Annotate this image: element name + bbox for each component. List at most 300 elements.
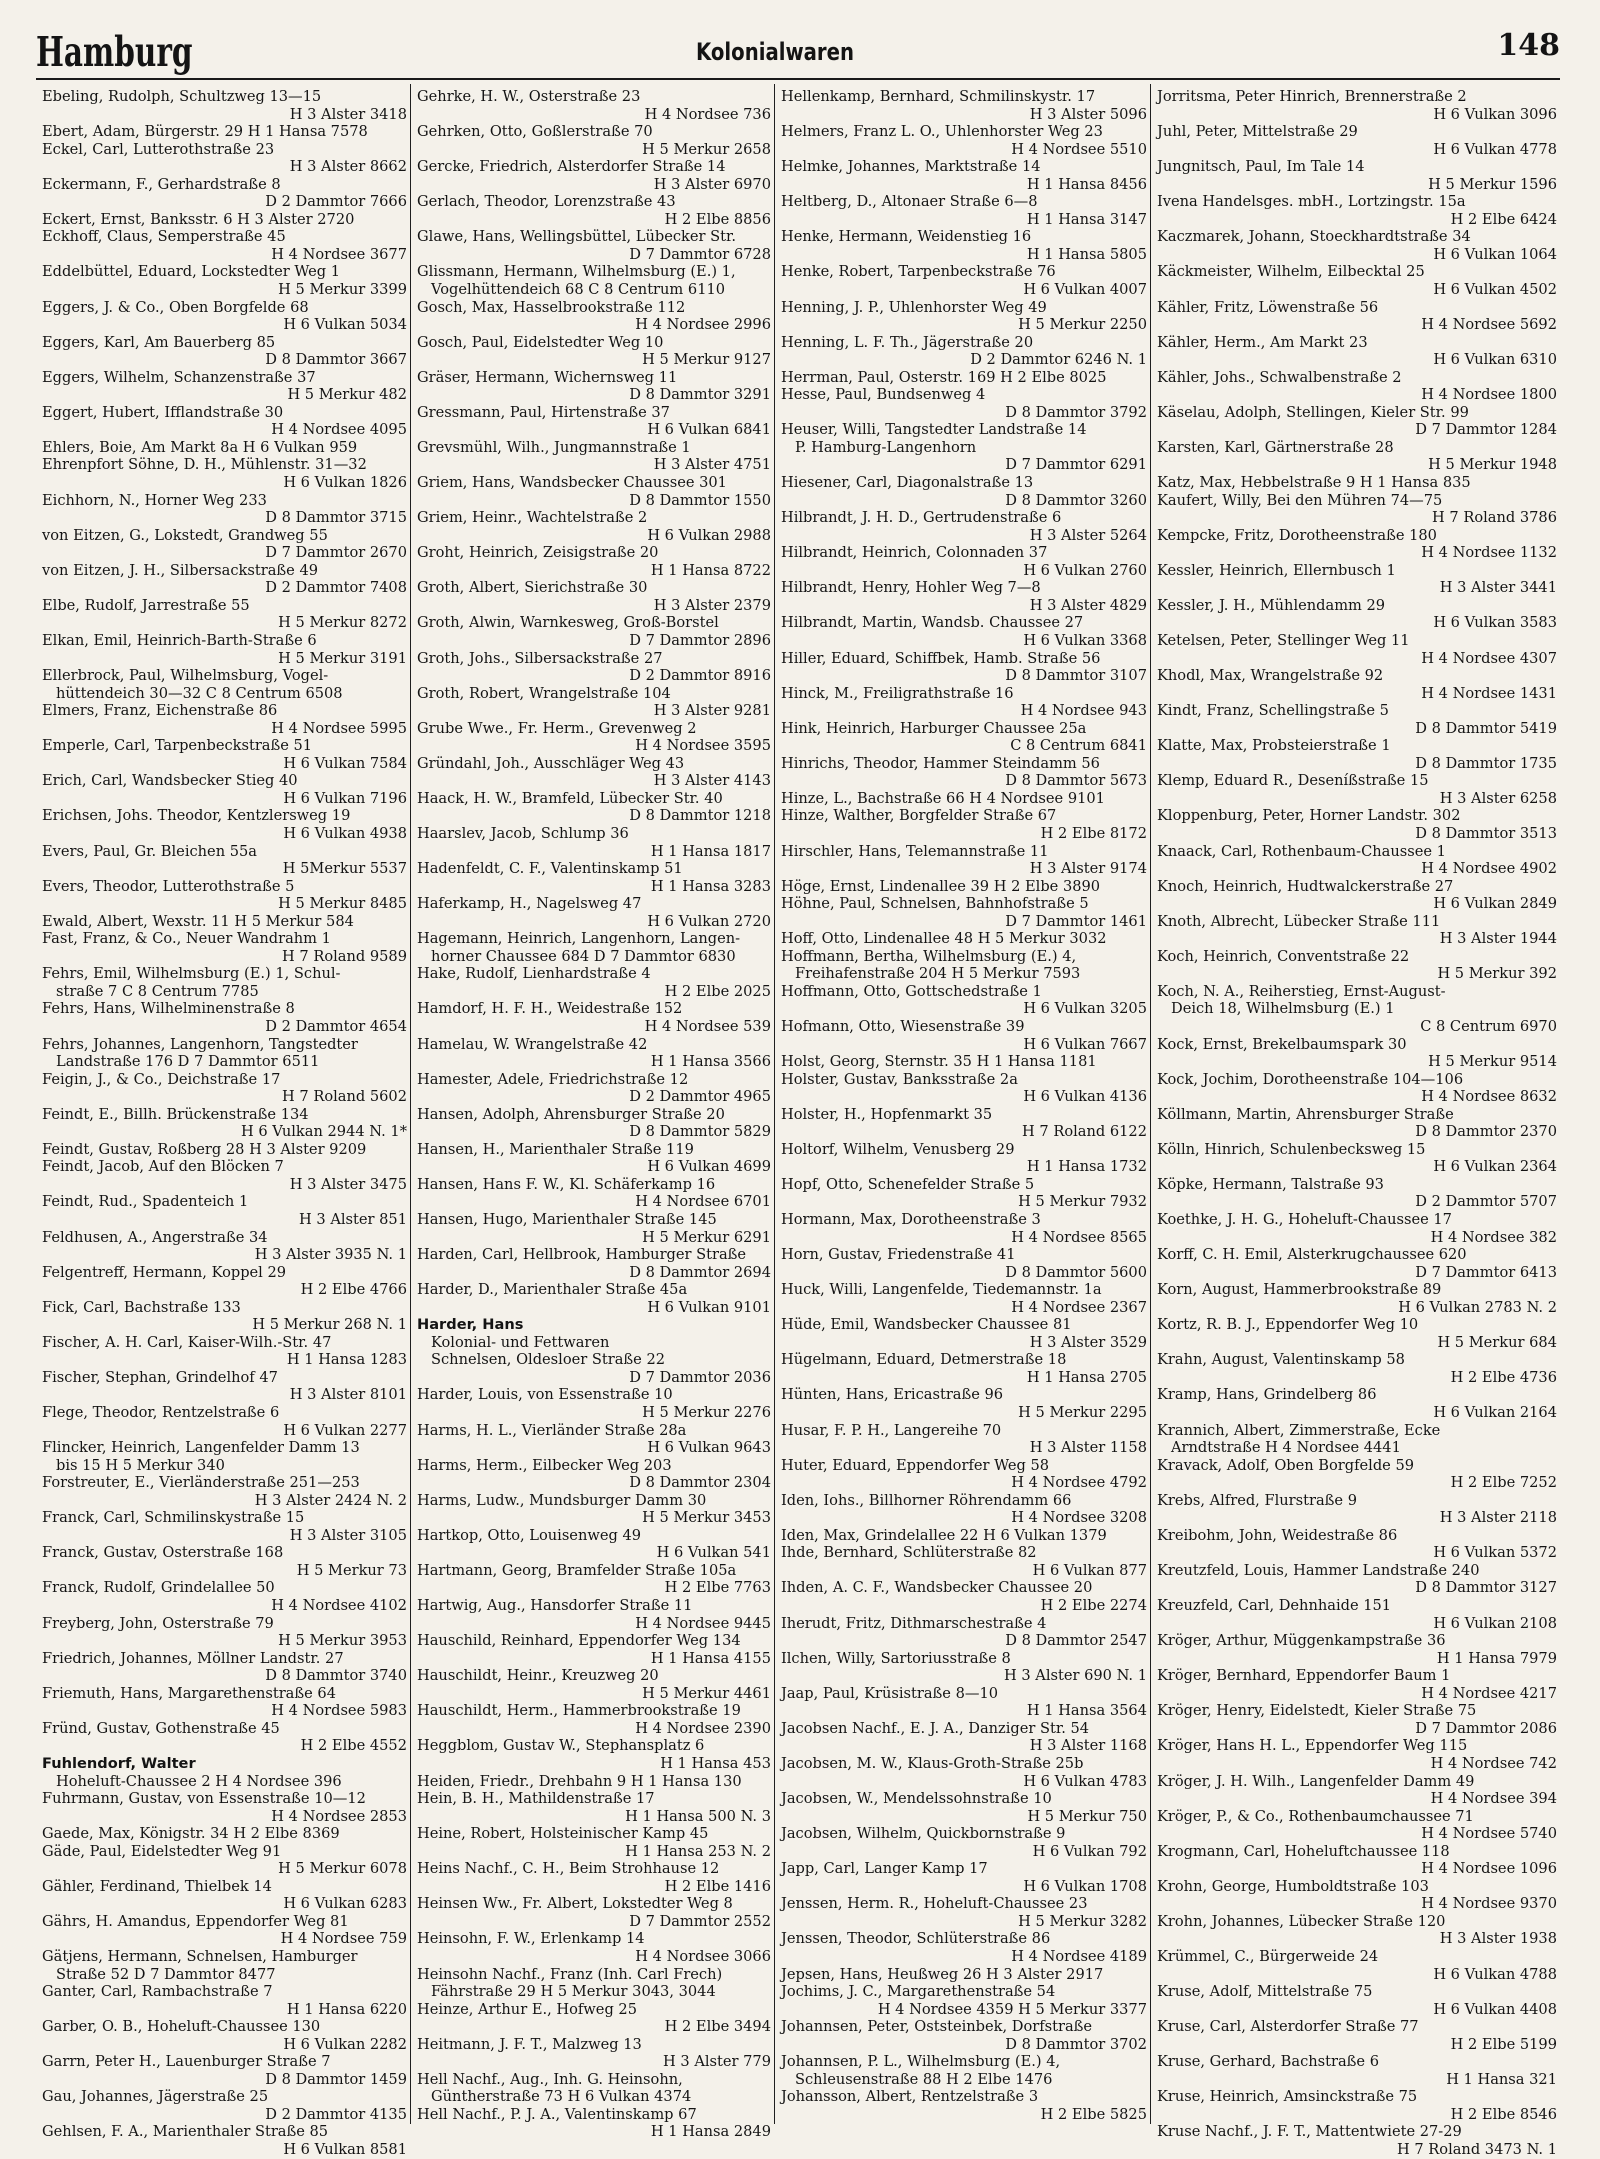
directory-entry (781, 1544, 1147, 1579)
directory-entry (417, 579, 771, 614)
entry-line: Hiesener, Carl, Diagonalstraße 13 (781, 474, 1034, 492)
entry-line: Kindt, Franz, Schellingstraße 5 (1157, 702, 1389, 720)
entry-phone: D 2 Dammtor 7666 (265, 193, 407, 211)
entry-line: Kröger, J. H. Wilh., Langenfelder Damm 49 (1157, 1772, 1475, 1790)
directory-entry (42, 1071, 407, 1106)
entry-line: Eckhoff, Claus, Semperstraße 45 (42, 228, 286, 246)
directory-entry (417, 1176, 771, 1211)
entry-phone: H 4 Nordsee 394 (1430, 1790, 1557, 1808)
directory-entry (1157, 1808, 1557, 1843)
entry-phone: C 8 Centrum 6970 (1420, 1017, 1557, 1035)
directory-entry (42, 1369, 407, 1404)
entry-line: Kortz, R. B. J., Eppendorfer Weg 10 (1157, 1316, 1419, 1334)
directory-entry (781, 1386, 1147, 1421)
directory-entry (42, 930, 407, 965)
entry-line: Gährs, H. Amandus, Eppendorfer Weg 81 (42, 1912, 349, 1930)
entry-line: Krümmel, C., Bürgerweide 24 (1157, 1947, 1379, 1965)
directory-entry (417, 685, 771, 720)
entry-line: Kröger, P., & Co., Rothenbaumchaussee 71 (1157, 1807, 1474, 1825)
entry-line: Eggert, Hubert, Ifflandstraße 30 (42, 403, 284, 421)
entry-line: Garber, O. B., Hoheluft-Chaussee 130 (42, 2018, 321, 2036)
directory-entry (417, 1825, 771, 1860)
entry-phone: D 8 Dammtor 1218 (629, 807, 771, 825)
directory-entry (781, 544, 1147, 579)
entry-phone: H 2 Elbe 7252 (1450, 1474, 1557, 1492)
entry-phone: D 8 Dammtor 3260 (1005, 491, 1147, 509)
entry-phone: H 4 Nordsee 2996 (635, 316, 771, 334)
entry-line: Kaczmarek, Johann, Stoeckhardtstraße 34 (1157, 228, 1471, 246)
entry-line: Kruse Nachf., J. F. T., Mattentwiete 27-29 (1157, 2123, 1462, 2141)
entry-line: Emperle, Carl, Tarpenbeckstraße 51 (42, 737, 313, 755)
directory-entry (42, 597, 407, 632)
directory-entry (42, 807, 407, 842)
entry-line: Heltberg, D., Altonaer Straße 6—8 (781, 193, 1038, 211)
entry-phone: H 3 Alster 3935 N. 1 (254, 1246, 407, 1264)
directory-entry (417, 404, 771, 439)
entry-phone: D 8 Dammtor 2547 (1005, 1632, 1147, 1650)
entry-phone: D 7 Dammtor 6413 (1415, 1263, 1557, 1281)
entry-line: Elkan, Emil, Heinrich-Barth-Straße 6 (42, 631, 317, 649)
entry-line: Ihde, Bernhard, Schlüterstraße 82 (781, 1544, 1037, 1562)
entry-line: Groht, Heinrich, Zeisigstraße 20 (417, 544, 659, 562)
entry-line: Gehrke, H. W., Osterstraße 23 (417, 88, 641, 105)
directory-entry (417, 123, 771, 158)
directory-entry (781, 1895, 1147, 1930)
entry-phone: H 6 Vulkan 541 (656, 1544, 771, 1562)
entry-phone: H 3 Alster 6258 (1439, 789, 1557, 807)
entry-line: Eckermann, F., Gerhardstraße 8 (42, 175, 281, 193)
entry-phone: D 8 Dammtor 3792 (1005, 403, 1147, 421)
directory-entry (417, 2106, 771, 2141)
entry-phone: H 3 Alster 2118 (1439, 1509, 1557, 1527)
directory-entry (417, 1860, 771, 1895)
directory-entry (417, 755, 771, 790)
directory-column-2 (410, 84, 774, 2141)
directory-entry (1157, 702, 1557, 737)
directory-entry (42, 456, 407, 491)
entry-line: Erichsen, Johs. Theodor, Kentzlersweg 19 (42, 807, 351, 825)
directory-entry (417, 1895, 771, 1930)
entry-phone: H 5 Merkur 4461 (642, 1684, 771, 1702)
entry-line: Iherudt, Fritz, Dithmarschestraße 4 (781, 1614, 1047, 1632)
directory-entry (42, 1439, 407, 1474)
directory-entry (781, 1650, 1147, 1685)
entry-line: Hesse, Paul, Bundsenweg 4 (781, 386, 986, 404)
entry-phone: H 6 Vulkan 6310 (1433, 351, 1557, 369)
entry-line: Hamdorf, H. F. H., Weidestraße 152 (417, 1000, 683, 1018)
entry-line: Koch, N. A., Reiherstieg, Ernst-August- (1157, 982, 1446, 1000)
directory-entry (1157, 562, 1557, 597)
entry-phone: D 8 Dammtor 5673 (1005, 772, 1147, 790)
entry-line: Krannich, Albert, Zimmerstraße, Ecke (1157, 1421, 1441, 1439)
directory-entry (42, 1615, 407, 1650)
directory-entry (417, 1281, 771, 1316)
directory-entry (1157, 1562, 1557, 1597)
entry-line: Kröger, Hans H. L., Eppendorfer Weg 115 (1157, 1737, 1468, 1755)
entry-phone: H 2 Elbe 3494 (664, 2018, 771, 2036)
directory-entry (417, 2001, 771, 2036)
directory-entry (42, 439, 407, 457)
directory-entry (1157, 193, 1557, 228)
entry-phone: H 4 Nordsee 8565 (1011, 1228, 1147, 1246)
entry-line: Freihafenstraße 204 H 5 Merkur 7593 (795, 965, 1081, 983)
directory-entry (417, 720, 771, 755)
directory-entry (781, 2088, 1147, 2123)
entry-line: Kreutzfeld, Louis, Hammer Landstraße 240 (1157, 1561, 1480, 1579)
entry-phone: H 5 Merkur 9127 (642, 351, 771, 369)
directory-entry (781, 1141, 1147, 1176)
directory-entry (42, 1843, 407, 1878)
entry-line: Haarslev, Jacob, Schlump 36 (417, 824, 629, 842)
directory-entry (42, 737, 407, 772)
entry-line: Horn, Gustav, Friedenstraße 41 (781, 1246, 1016, 1264)
entry-line: Kock, Ernst, Brekelbaumspark 30 (1157, 1035, 1407, 1053)
entry-line: Hilbrandt, Martin, Wandsb. Chaussee 27 (781, 614, 1084, 632)
entry-phone: H 1 Hansa 3564 (1026, 1702, 1147, 1720)
entry-bold-name: Harder, Hans (417, 1316, 524, 1334)
entry-line: Hofmann, Otto, Wiesenstraße 39 (781, 1017, 1025, 1035)
entry-phone: H 4 Nordsee 539 (644, 1017, 771, 1035)
entry-line: Heitmann, J. F. T., Malzweg 13 (417, 2035, 642, 2053)
entry-line: Harden, Carl, Hellbrook, Hamburger Straße (417, 1246, 747, 1264)
entry-phone: H 6 Vulkan 2849 (1433, 895, 1557, 913)
entry-line: Friemuth, Hans, Margarethenstraße 64 (42, 1684, 336, 1702)
entry-line: Huck, Willi, Langenfelde, Tiedemannstr. 1a (781, 1281, 1102, 1299)
directory-entry (1157, 1386, 1557, 1421)
entry-line: Hadenfeldt, C. F., Valentinskamp 51 (417, 860, 683, 878)
entry-line: Köllmann, Martin, Ahrensburger Straße (1157, 1105, 1454, 1123)
entry-phone: H 2 Elbe 1416 (664, 1877, 771, 1895)
entry-line: Hell Nachf., Aug., Inh. G. Heinsohn, (417, 2070, 683, 2088)
entry-phone: H 6 Vulkan 2277 (283, 1421, 407, 1439)
directory-entry (781, 878, 1147, 896)
entry-line: Landstraße 176 D 7 Dammtor 6511 (56, 1053, 320, 1071)
entry-line: Kloppenburg, Peter, Horner Landstr. 302 (1157, 807, 1461, 825)
entry-line: Fründ, Gustav, Gothenstraße 45 (42, 1719, 280, 1737)
entry-line: Kruse, Heinrich, Amsinckstraße 75 (1157, 2088, 1418, 2106)
entry-phone: H 1 Hansa 8456 (1026, 175, 1147, 193)
entry-phone: H 3 Alster 1158 (1029, 1439, 1147, 1457)
directory-entry (1157, 1316, 1557, 1351)
directory-entry (1157, 1351, 1557, 1386)
entry-phone: H 4 Nordsee 5510 (1011, 140, 1147, 158)
directory-entry (1157, 737, 1557, 772)
directory-entry (417, 1790, 771, 1825)
directory-entry (417, 334, 771, 369)
entry-phone: H 6 Vulkan 7584 (283, 754, 407, 772)
entry-line: Gaede, Max, Königstr. 34 H 2 Elbe 8369 (42, 1825, 340, 1843)
directory-entry (417, 1246, 771, 1281)
entry-phone: H 4 Nordsee 2390 (635, 1719, 771, 1737)
entry-line: Gosch, Max, Hasselbrookstraße 112 (417, 298, 686, 316)
directory-entry (1157, 1071, 1557, 1106)
directory-entry (1157, 983, 1557, 1036)
entry-phone: H 6 Vulkan 4938 (283, 824, 407, 842)
entry-phone: H 6 Vulkan 2760 (1023, 561, 1147, 579)
entry-line: Gätjens, Hermann, Schnelsen, Hamburger (42, 1947, 358, 1965)
directory-entry (1157, 474, 1557, 492)
entry-line: Hansen, Adolph, Ahrensburger Straße 20 (417, 1105, 725, 1123)
entry-line: Elbe, Rudolf, Jarrestraße 55 (42, 596, 250, 614)
directory-entry (781, 1211, 1147, 1246)
entry-phone: D 2 Dammtor 8916 (629, 667, 771, 685)
directory-entry (781, 299, 1147, 334)
directory-entry (417, 790, 771, 825)
entry-phone: H 4 Nordsee 9445 (635, 1614, 771, 1632)
directory-entry (42, 965, 407, 1000)
entry-line: Feindt, Jacob, Auf den Blöcken 7 (42, 1158, 284, 1176)
entry-line: Schnelsen, Oldesloer Straße 22 (431, 1351, 666, 1369)
entry-phone: H 3 Alster 9174 (1029, 860, 1147, 878)
entry-phone: D 8 Dammtor 5829 (629, 1123, 771, 1141)
entry-line: Khodl, Max, Wrangelstraße 92 (1157, 667, 1384, 685)
directory-entry (1157, 2088, 1557, 2123)
directory-entry (781, 386, 1147, 421)
entry-line: Elmers, Franz, Eichenstraße 86 (42, 702, 278, 720)
directory-entry (1157, 667, 1557, 702)
entry-phone: H 3 Alster 3441 (1439, 579, 1557, 597)
directory-entry (417, 895, 771, 930)
entry-line: Groth, Albert, Sierichstraße 30 (417, 579, 648, 597)
directory-entry (417, 2071, 771, 2106)
entry-line: Hoheluft-Chaussee 2 H 4 Nordsee 396 (56, 1772, 342, 1790)
entry-phone: H 6 Vulkan 2164 (1433, 1404, 1557, 1422)
entry-phone: C 8 Centrum 6841 (1010, 737, 1147, 755)
entry-line: Arndtstraße H 4 Nordsee 4441 (1171, 1439, 1401, 1457)
entry-line: Henning, J. P., Uhlenhorster Weg 49 (781, 298, 1047, 316)
directory-entry (781, 1316, 1147, 1351)
entry-line: von Eitzen, G., Lokstedt, Grandweg 55 (42, 526, 328, 544)
entry-phone: D 2 Dammtor 4654 (265, 1017, 407, 1035)
entry-phone: D 8 Dammtor 3291 (629, 386, 771, 404)
entry-phone: H 5 Merkur 9514 (1428, 1053, 1557, 1071)
entry-line: Kähler, Fritz, Löwenstraße 56 (1157, 298, 1379, 316)
entry-phone: H 2 Elbe 5199 (1450, 2035, 1557, 2053)
entry-line: Harder, D., Marienthaler Straße 45a (417, 1281, 688, 1299)
entry-phone: H 6 Vulkan 6841 (647, 421, 771, 439)
directory-entry (1157, 1983, 1557, 2018)
entry-line: Glawe, Hans, Wellingsbüttel, Lübecker Str. (417, 228, 736, 246)
entry-phone: H 7 Roland 9589 (282, 947, 407, 965)
entry-phone: H 5 Merkur 73 (296, 1561, 407, 1579)
directory-entry (781, 790, 1147, 808)
entry-line: Hamelau, W. Wrangelstraße 42 (417, 1035, 648, 1053)
entry-phone: D 2 Dammtor 4965 (629, 1088, 771, 1106)
directory-entry (42, 1650, 407, 1685)
entry-phone: H 4 Nordsee 5692 (1421, 316, 1557, 334)
entry-line: Hirschler, Hans, Telemannstraße 11 (781, 842, 1049, 860)
entry-phone: H 4 Nordsee 4095 (271, 421, 407, 439)
entry-phone: H 4 Nordsee 1132 (1421, 544, 1557, 562)
directory-entry (1157, 1843, 1557, 1878)
entry-phone: H 5 Merkur 6078 (278, 1860, 407, 1878)
directory-entry (42, 211, 407, 229)
directory-entry (42, 1229, 407, 1264)
directory-entry (417, 965, 771, 1000)
entry-line: Jenssen, Herm. R., Hoheluft-Chaussee 23 (781, 1895, 1088, 1913)
entry-phone: H 5 Merkur 3191 (278, 649, 407, 667)
entry-line: Henke, Hermann, Weidenstieg 16 (781, 228, 1032, 246)
entry-phone: D 2 Dammtor 7408 (265, 579, 407, 597)
entry-phone: H 6 Vulkan 7667 (1023, 1035, 1147, 1053)
directory-entry (42, 404, 407, 439)
entry-phone: H 3 Alster 9281 (653, 702, 771, 720)
entry-phone: H 6 Vulkan 3368 (1023, 631, 1147, 649)
directory-entry (417, 930, 771, 965)
directory-entry (42, 1404, 407, 1439)
directory-entry (781, 650, 1147, 685)
directory-entry (42, 1983, 407, 2018)
directory-entry (1157, 299, 1557, 334)
entry-phone: H 6 Vulkan 6283 (283, 1895, 407, 1913)
entry-line: Vogelhüttendeich 68 C 8 Centrum 6110 (431, 281, 726, 299)
entry-line: Ehrenpfort Söhne, D. H., Mühlenstr. 31—32 (42, 456, 367, 474)
entry-phone: H 4 Nordsee 5995 (271, 719, 407, 737)
entry-phone: H 6 Vulkan 2720 (647, 912, 771, 930)
entry-phone: H 5 Merkur 1596 (1428, 175, 1557, 193)
directory-entry (1157, 492, 1557, 527)
entry-phone: D 7 Dammtor 6728 (629, 245, 771, 263)
directory-entry (42, 913, 407, 931)
entry-line: Kröger, Bernhard, Eppendorfer Baum 1 (1157, 1667, 1451, 1685)
entry-line: Kreibohm, John, Weidestraße 86 (1157, 1526, 1398, 1544)
entry-line: Heinsohn, F. W., Erlenkamp 14 (417, 1930, 645, 1948)
entry-line: Johannsen, Peter, Oststeinbek, Dorfstraße (781, 2018, 1093, 2036)
entry-phone: D 8 Dammtor 3513 (1415, 824, 1557, 842)
entry-line: Kähler, Herm., Am Markt 23 (1157, 333, 1368, 351)
directory-entry (42, 88, 407, 123)
directory-entry (1157, 1422, 1557, 1457)
entry-line: Freyberg, John, Osterstraße 79 (42, 1614, 274, 1632)
entry-line: Hüde, Emil, Wandsbecker Chaussee 81 (781, 1316, 1072, 1334)
entry-phone: H 4 Nordsee 4902 (1421, 860, 1557, 878)
directory-entry (42, 2053, 407, 2088)
directory-entry (42, 1878, 407, 1913)
entry-phone: H 3 Alster 4829 (1029, 596, 1147, 614)
directory-entry (417, 1527, 771, 1562)
entry-line: Fährstraße 29 H 5 Merkur 3043, 3044 (431, 1983, 716, 2001)
entry-line: Griem, Heinr., Wachtelstraße 2 (417, 509, 648, 527)
directory-entry (417, 299, 771, 334)
directory-entry (1157, 1667, 1557, 1702)
directory-entry (1157, 228, 1557, 263)
entry-line: Heinsohn Nachf., Franz (Inh. Carl Frech) (417, 1965, 723, 1983)
entry-line: Ellerbrock, Paul, Wilhelmsburg, Vogel- (42, 667, 329, 685)
directory-entry (781, 263, 1147, 298)
directory-entry (417, 1597, 771, 1632)
entry-line: Ihden, A. C. F., Wandsbecker Chaussee 20 (781, 1579, 1093, 1597)
entry-phone: H 2 Elbe 7763 (664, 1579, 771, 1597)
directory-entry (417, 1422, 771, 1457)
entry-phone: H 3 Alster 3105 (289, 1526, 407, 1544)
entry-phone: D 7 Dammtor 1461 (1005, 912, 1147, 930)
directory-entry (417, 1930, 771, 1965)
directory-entry (1157, 1527, 1557, 1562)
entry-phone: H 3 Alster 6970 (653, 175, 771, 193)
entry-line: Kreuzfeld, Carl, Dehnhaide 151 (1157, 1597, 1392, 1615)
entry-line: Eichhorn, N., Horner Weg 233 (42, 491, 267, 509)
entry-line: Fischer, A. H. Carl, Kaiser-Wilh.-Str. 47 (42, 1333, 332, 1351)
directory-entry (781, 1176, 1147, 1211)
entry-phone: H 6 Vulkan 2108 (1433, 1614, 1557, 1632)
entry-line: Käselau, Adolph, Stellingen, Kieler Str. 99 (1157, 403, 1469, 421)
entry-line: Erich, Carl, Wandsbecker Stieg 40 (42, 772, 298, 790)
entry-line: Hell Nachf., P. J. A., Valentinskamp 67 (417, 2105, 697, 2123)
directory-entry (781, 1755, 1147, 1790)
entry-phone: H 4 Nordsee 382 (1430, 1228, 1557, 1246)
entry-phone: H 2 Elbe 8172 (1040, 824, 1147, 842)
entry-line: von Eitzen, J. H., Silbersackstraße 49 (42, 561, 319, 579)
entry-line: Hügelmann, Eduard, Detmerstraße 18 (781, 1351, 1067, 1369)
entry-line: Korff, C. H. Emil, Alsterkrugchaussee 620 (1157, 1246, 1467, 1264)
directory-entry (417, 228, 771, 263)
entry-line: Jepsen, Hans, Heußweg 26 H 3 Alster 2917 (781, 1965, 1104, 1983)
directory-entry (1157, 1492, 1557, 1527)
directory-entry (1157, 1878, 1557, 1913)
entry-phone: H 6 Vulkan 2364 (1433, 1158, 1557, 1176)
entry-line: Hilbrandt, J. H. D., Gertrudenstraße 6 (781, 509, 1062, 527)
entry-phone: H 4 Nordsee 4102 (271, 1597, 407, 1615)
entry-line: Käckmeister, Wilhelm, Eilbecktal 25 (1157, 263, 1425, 281)
entry-phone: H 6 Vulkan 4007 (1023, 281, 1147, 299)
directory-entry (781, 1860, 1147, 1895)
entry-line: Krogmann, Carl, Hoheluftchaussee 118 (1157, 1842, 1450, 1860)
entry-line: Kölln, Hinrich, Schulenbecksweg 15 (1157, 1140, 1426, 1158)
entry-phone: H 1 Hansa 2849 (650, 2123, 771, 2141)
entry-line: Gründahl, Joh., Ausschläger Weg 43 (417, 754, 685, 772)
entry-line: Knaack, Carl, Rothenbaum-Chaussee 1 (1157, 842, 1446, 860)
entry-phone: D 8 Dammtor 2694 (629, 1263, 771, 1281)
entry-line: Jaap, Paul, Krüsistraße 8—10 (781, 1684, 999, 1702)
directory-entry (417, 263, 771, 298)
entry-line: Iden, Iohs., Billhorner Röhrendamm 66 (781, 1491, 1072, 1509)
entry-line: Jungnitsch, Paul, Im Tale 14 (1157, 158, 1365, 176)
entry-line: Jacobsen, Wilhelm, Quickbornstraße 9 (781, 1825, 1066, 1843)
directory-entry (1157, 1913, 1557, 1948)
entry-line: Evers, Theodor, Lutterothstraße 5 (42, 877, 295, 895)
directory-entry (42, 2088, 407, 2123)
entry-phone: H 6 Vulkan 1064 (1433, 245, 1557, 263)
entry-line: Harms, H. L., Vierländer Straße 28a (417, 1421, 687, 1439)
directory-entry (1157, 158, 1557, 193)
entry-line: Kähler, Johs., Schwalbenstraße 2 (1157, 368, 1402, 386)
directory-entry (42, 843, 407, 878)
directory-entry (781, 369, 1147, 387)
entry-phone: H 1 Hansa 1283 (286, 1351, 407, 1369)
entry-line: Kramp, Hans, Grindelberg 86 (1157, 1386, 1377, 1404)
directory-entry (42, 2018, 407, 2053)
entry-line: horner Chaussee 684 D 7 Dammtor 6830 (431, 947, 736, 965)
directory-entry (417, 1316, 771, 1386)
entry-phone: H 5 Merkur 2295 (1018, 1404, 1147, 1422)
directory-entry (42, 1509, 407, 1544)
entry-line: Ganter, Carl, Rambachstraße 7 (42, 1983, 273, 2001)
entry-phone: H 4 Nordsee 4217 (1421, 1684, 1557, 1702)
entry-phone: H 6 Vulkan 9101 (647, 1298, 771, 1316)
directory-entry (42, 878, 407, 913)
directory-entry (1157, 597, 1557, 632)
directory-entry (1157, 878, 1557, 913)
directory-entry (417, 544, 771, 579)
directory-entry (42, 123, 407, 141)
entry-phone: H 6 Vulkan 4699 (647, 1158, 771, 1176)
entry-phone: H 1 Hansa 8722 (650, 561, 771, 579)
directory-entry (417, 1702, 771, 1737)
directory-entry (1157, 772, 1557, 807)
entry-line: Hartwig, Aug., Hansdorfer Straße 11 (417, 1597, 693, 1615)
entry-phone: D 8 Dammtor 1735 (1415, 754, 1557, 772)
entry-line: Griem, Hans, Wandsbecker Chaussee 301 (417, 474, 727, 492)
